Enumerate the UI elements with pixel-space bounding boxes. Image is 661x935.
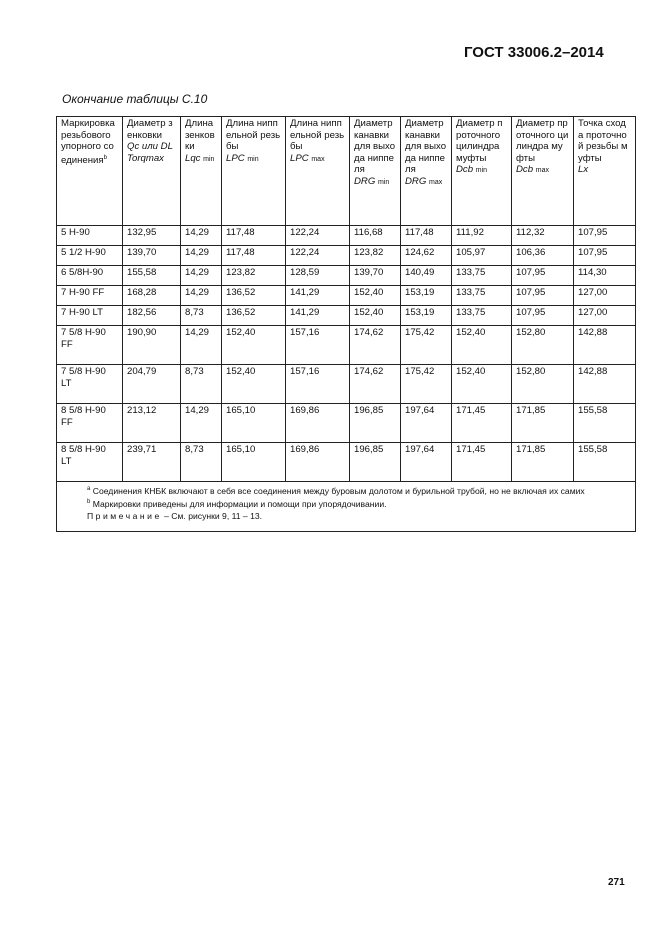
table-cell: 152,80 bbox=[512, 365, 574, 404]
table-cell: 122,24 bbox=[286, 246, 350, 266]
column-symbol-text: LPC bbox=[226, 152, 245, 164]
table-cell: 123,82 bbox=[222, 266, 286, 286]
table-cell: 152,40 bbox=[350, 306, 401, 326]
column-symbol-subscript: max bbox=[429, 178, 443, 186]
column-symbol-subscript: min bbox=[378, 178, 390, 186]
column-header bbox=[181, 117, 222, 226]
table-cell: 171,85 bbox=[512, 443, 574, 482]
column-header-label: Длина ниппельной резьбы bbox=[226, 118, 281, 153]
column-symbol bbox=[516, 164, 569, 177]
table-cell: 106,36 bbox=[512, 246, 574, 266]
table-cell: 157,16 bbox=[286, 326, 350, 365]
table-cell: 152,40 bbox=[222, 365, 286, 404]
table-cell: 141,29 bbox=[286, 306, 350, 326]
table-cell: 190,90 bbox=[123, 326, 181, 365]
table-cell: 153,19 bbox=[401, 306, 452, 326]
table-cell: 171,45 bbox=[452, 443, 512, 482]
standard-designation: ГОСТ 33006.2–2014 bbox=[464, 44, 604, 61]
table-cell: 155,58 bbox=[123, 266, 181, 286]
table-cell: 8,73 bbox=[181, 443, 222, 482]
column-header-label: Точка схода проточной резьбы муфты bbox=[578, 118, 628, 164]
footnote-a-text: Соединения КНБК включают в себя все соединения между буровым долотом и бурильной трубой, но не включая их самих bbox=[92, 485, 585, 496]
data-table bbox=[56, 116, 636, 532]
table-row bbox=[57, 246, 636, 266]
table-cell: 197,64 bbox=[401, 404, 452, 443]
footnote-b-mark: b bbox=[87, 499, 91, 506]
notes-row bbox=[57, 482, 636, 532]
table-cell: 117,48 bbox=[222, 226, 286, 246]
column-symbol-text: DRG bbox=[354, 175, 376, 187]
column-symbol-subscript: min bbox=[475, 167, 488, 175]
table-cell: 155,58 bbox=[574, 404, 636, 443]
table-cell: 117,48 bbox=[401, 226, 452, 246]
column-header bbox=[574, 117, 636, 226]
table-cell: 142,88 bbox=[574, 365, 636, 404]
column-header-label: Диаметр проточного цилиндра муфты bbox=[516, 118, 569, 164]
column-symbol-text: Dcb bbox=[516, 164, 534, 176]
connection-designation-cell: 7 H-90 LT bbox=[57, 306, 123, 326]
table-cell: 197,64 bbox=[401, 443, 452, 482]
table-cell: 174,62 bbox=[350, 326, 401, 365]
table-cell: 169,86 bbox=[286, 443, 350, 482]
table-cell: 116,68 bbox=[350, 226, 401, 246]
footnote-a bbox=[61, 484, 631, 497]
table-cell: 105,97 bbox=[452, 246, 512, 266]
column-header-label: Маркировка резьбового упорного соединения bbox=[61, 118, 115, 166]
column-header bbox=[222, 117, 286, 226]
table-cell: 133,75 bbox=[452, 286, 512, 306]
note-text: – См. рисунки 9, 11 – 13. bbox=[161, 510, 263, 521]
column-symbol bbox=[578, 164, 631, 176]
column-symbol bbox=[290, 153, 345, 166]
column-header bbox=[350, 117, 401, 226]
table-cell: 152,40 bbox=[452, 365, 512, 404]
footnote-ref: b bbox=[103, 154, 107, 161]
table-row bbox=[57, 306, 636, 326]
column-symbol-text: DRG bbox=[405, 175, 427, 187]
connection-designation-cell: 7 5/8 H-90 LT bbox=[57, 365, 123, 404]
table-cell: 168,28 bbox=[123, 286, 181, 306]
table-row bbox=[57, 286, 636, 306]
connection-designation-cell: 5 H-90 bbox=[57, 226, 123, 246]
column-symbol-text: LPC bbox=[290, 152, 309, 164]
column-symbol-subscript: max bbox=[535, 167, 549, 175]
table-cell: 133,75 bbox=[452, 306, 512, 326]
column-symbol-subscript: max bbox=[311, 155, 325, 163]
table-cell: 107,95 bbox=[512, 286, 574, 306]
table-cell: 239,71 bbox=[123, 443, 181, 482]
column-symbol bbox=[456, 164, 507, 177]
table-cell: 171,85 bbox=[512, 404, 574, 443]
table-cell: 123,82 bbox=[350, 246, 401, 266]
table-cell: 152,80 bbox=[512, 326, 574, 365]
table-cell: 175,42 bbox=[401, 326, 452, 365]
table-cell: 133,75 bbox=[452, 266, 512, 286]
table-cell: 204,79 bbox=[123, 365, 181, 404]
column-symbol bbox=[185, 153, 217, 166]
table-cell: 169,86 bbox=[286, 404, 350, 443]
column-header-label: Диаметр проточного цилиндра муфты bbox=[456, 118, 503, 164]
table-cell: 140,49 bbox=[401, 266, 452, 286]
column-symbol bbox=[405, 176, 447, 189]
table-cell: 153,19 bbox=[401, 286, 452, 306]
table-cell: 14,29 bbox=[181, 266, 222, 286]
table-cell: 8,73 bbox=[181, 306, 222, 326]
table-cell: 157,16 bbox=[286, 365, 350, 404]
connection-designation-cell: 8 5/8 H-90 FF bbox=[57, 404, 123, 443]
note-label: Примечание bbox=[87, 510, 162, 521]
column-symbol-subscript: min bbox=[203, 155, 215, 163]
table-cell: 174,62 bbox=[350, 365, 401, 404]
column-symbol-subscript: min bbox=[247, 155, 259, 163]
connection-designation-cell: 5 1/2 H-90 bbox=[57, 246, 123, 266]
column-header bbox=[123, 117, 181, 226]
table-cell: 155,58 bbox=[574, 443, 636, 482]
connection-designation-cell: 8 5/8 H-90 LT bbox=[57, 443, 123, 482]
table-cell: 14,29 bbox=[181, 404, 222, 443]
table-cell: 152,40 bbox=[452, 326, 512, 365]
table-cell: 165,10 bbox=[222, 404, 286, 443]
column-header bbox=[512, 117, 574, 226]
connection-designation-cell: 7 H-90 FF bbox=[57, 286, 123, 306]
table-cell: 196,85 bbox=[350, 443, 401, 482]
table-cell: 14,29 bbox=[181, 226, 222, 246]
column-symbol-text: Lqc bbox=[185, 152, 201, 164]
table-cell: 107,95 bbox=[574, 226, 636, 246]
table-cell: 111,92 bbox=[452, 226, 512, 246]
table-cell: 132,95 bbox=[123, 226, 181, 246]
table-header-row bbox=[57, 117, 636, 226]
table-cell: 107,95 bbox=[574, 246, 636, 266]
table-row bbox=[57, 266, 636, 286]
table-cell: 124,62 bbox=[401, 246, 452, 266]
column-header-label: Диаметр канавки для выхода ниппеля bbox=[354, 118, 396, 176]
table-notes bbox=[57, 482, 636, 532]
table-cell: 136,52 bbox=[222, 306, 286, 326]
table-cell: 152,40 bbox=[350, 286, 401, 306]
footnote-b bbox=[61, 497, 631, 510]
column-header-label: Диаметр канавки для выхода ниппеля bbox=[405, 118, 447, 176]
table-cell: 122,24 bbox=[286, 226, 350, 246]
column-header-label: Длина зенковки bbox=[185, 118, 215, 153]
column-header bbox=[452, 117, 512, 226]
footnote-b-text: Маркировки приведены для информации и помощи при упорядочивании. bbox=[92, 499, 387, 510]
table-row bbox=[57, 443, 636, 482]
table-cell: 128,59 bbox=[286, 266, 350, 286]
column-symbol bbox=[226, 153, 281, 166]
column-header-label: Длина ниппельной резьбы bbox=[290, 118, 345, 153]
table-cell: 141,29 bbox=[286, 286, 350, 306]
table-cell: 175,42 bbox=[401, 365, 452, 404]
table-cell: 14,29 bbox=[181, 246, 222, 266]
column-header-label: Диаметр зенковки bbox=[127, 118, 173, 141]
table-caption: Окончание таблицы С.10 bbox=[62, 92, 208, 106]
table-cell: 14,29 bbox=[181, 326, 222, 365]
column-header bbox=[57, 117, 123, 226]
table-cell: 112,32 bbox=[512, 226, 574, 246]
column-symbol-text: Dcb bbox=[456, 164, 474, 176]
column-symbol bbox=[354, 176, 396, 189]
table-cell: 152,40 bbox=[222, 326, 286, 365]
table-body bbox=[57, 226, 636, 482]
table-cell: 107,95 bbox=[512, 266, 574, 286]
table-cell: 139,70 bbox=[123, 246, 181, 266]
column-symbol-text: Qc или DLTorqmax bbox=[127, 141, 173, 164]
table-cell: 171,45 bbox=[452, 404, 512, 443]
table-row bbox=[57, 226, 636, 246]
connection-designation-cell: 7 5/8 H-90 FF bbox=[57, 326, 123, 365]
table-cell: 107,95 bbox=[512, 306, 574, 326]
table-cell: 8,73 bbox=[181, 365, 222, 404]
table-row bbox=[57, 326, 636, 365]
table-cell: 136,52 bbox=[222, 286, 286, 306]
table-cell: 196,85 bbox=[350, 404, 401, 443]
table-cell: 139,70 bbox=[350, 266, 401, 286]
table-cell: 213,12 bbox=[123, 404, 181, 443]
column-header bbox=[286, 117, 350, 226]
table-cell: 14,29 bbox=[181, 286, 222, 306]
table-cell: 127,00 bbox=[574, 306, 636, 326]
column-symbol-text: Lx bbox=[578, 164, 589, 176]
column-header bbox=[401, 117, 452, 226]
table-cell: 165,10 bbox=[222, 443, 286, 482]
note-line bbox=[61, 511, 631, 523]
footnote-a-mark: a bbox=[87, 486, 91, 492]
table-cell: 142,88 bbox=[574, 326, 636, 365]
table-row bbox=[57, 365, 636, 404]
column-symbol bbox=[127, 141, 176, 164]
table-cell: 117,48 bbox=[222, 246, 286, 266]
table-row bbox=[57, 404, 636, 443]
table-cell: 182,56 bbox=[123, 306, 181, 326]
table-cell: 114,30 bbox=[574, 266, 636, 286]
table-cell: 127,00 bbox=[574, 286, 636, 306]
connection-designation-cell: 6 5/8H-90 bbox=[57, 266, 123, 286]
page-number: 271 bbox=[608, 877, 625, 888]
